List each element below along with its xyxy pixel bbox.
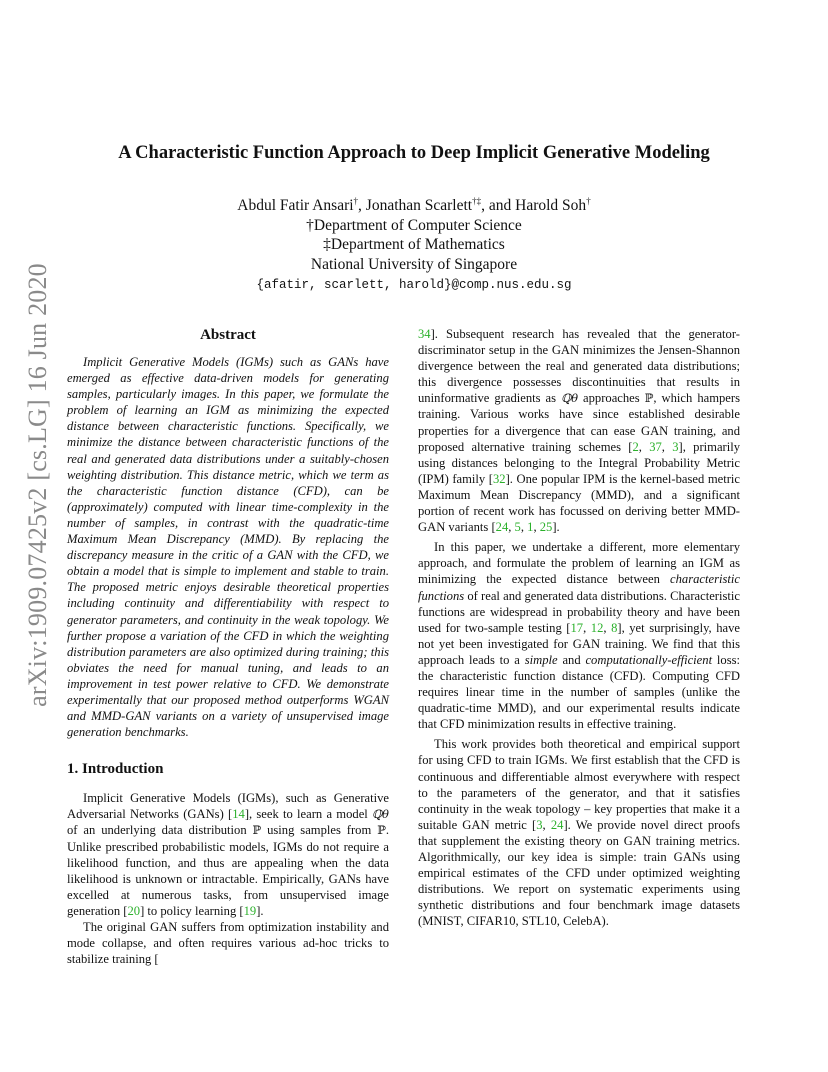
citation-link[interactable]: 8: [611, 620, 618, 635]
intro-paragraph-1: Implicit Generative Models (IGMs), such as Generative Adversarial Networks (GANs) [14], seek to learn a model ℚθ of an underlying data distribution ℙ using samples from ℙ. Unlike prescribed probabilistic models, IGMs do not require a likelihood function, and thus are appealing when the data likelihood is unknown or intractable. Empirically, GANs have excelled at numerous tasks, from unsupervised image generation [20] to policy learning [19].: [67, 791, 389, 918]
author-names: Abdul Fatir Ansari†, Jonathan Scarlett†‡, and Harold Soh†: [237, 195, 591, 214]
intro-paragraph-4: This work provides both theoretical and empirical support for using CFD to train IGMs. We first establish that the CFD is continuous and differentiable almost everywhere with respect to the parameters of the generator, and that it satisfies continuity in the weak topology – key properties that make it a suitable GAN metric [3, 24]. We provide novel direct proofs that supplement the existing theory on GAN training metrics. Algorithmically, our key idea is simple: train GANs using empirical estimates of the CFD under optimized weighting distributions. We report on systematic experiments using synthetic distributions and four benchmark image datasets (MNIST, CIFAR10, STL10, CelebA).: [418, 737, 741, 929]
citation-link[interactable]: 1: [527, 520, 534, 535]
citation-link[interactable]: 24: [495, 520, 509, 535]
citation-link[interactable]: 5: [514, 520, 521, 535]
citation-link[interactable]: 19: [243, 903, 257, 918]
abstract-text: Implicit Generative Models (IGMs) such as GANs have emerged as effective data-driven models for generating samples, particularly images. In this paper, we formulate the problem of learning an IGM as minimizing the expected distance between characteristic functions. Specifically, we minimize the distance between characteristic functions of the real and generated data distributions under a suitably-chosen weighting distribution. This distance metric, which we term as the characteristic function distance (CFD), can be (approximately) computed with linear time-complexity in the number of samples, in contrast with the quadratic-time Maximum Mean Discrepancy (MMD). By replacing the discrepancy measure in the critic of a GAN with the CFD, we obtain a model that is simple to implement and stable to train. The proposed metric enjoys desirable theoretical properties including continuity and differentiability with respect to generator parameters, and continuity in the weak topology. We further propose a variation of the CFD in which the weighting distribution parameters are also optimized during training; this obviates the need for manual tuning, and leads to an improvement in test power relative to CFD. We demonstrate experimentally that our proposed method outperforms WGAN and MMD-GAN variants on a variety of unsupervised image generation benchmarks.: [67, 355, 389, 740]
arxiv-identifier: arXiv:1909.07425v2 [cs.LG] 16 Jun 2020: [23, 263, 52, 707]
right-column: [418, 326, 740, 929]
section-heading-introduction: 1. Introduction: [67, 761, 164, 778]
intro-paragraph-2-start: The original GAN suffers from optimization instability and mode collapse, and often requires various ad-hoc tricks to stabilize training [: [67, 920, 389, 967]
abstract-heading: Abstract: [200, 327, 256, 343]
citation-link[interactable]: 3: [672, 439, 679, 454]
affiliation-university: National University of Singapore: [310, 255, 518, 273]
affiliation-math: ‡Department of Mathematics: [323, 236, 505, 253]
citation-link[interactable]: 20: [127, 903, 141, 918]
citation-link[interactable]: 25: [539, 520, 553, 535]
citation-link[interactable]: 17: [570, 620, 584, 635]
citation-link[interactable]: 24: [550, 817, 564, 832]
left-column: [67, 326, 389, 967]
paper-title: A Characteristic Function Approach to Deep Implicit Generative Modeling: [118, 143, 710, 163]
author-emails: {afatir, scarlett, harold}@comp.nus.edu.sg: [256, 278, 572, 292]
author-block: [60, 196, 768, 296]
citation-link[interactable]: 12: [590, 620, 604, 635]
citation-link[interactable]: 34: [418, 327, 431, 341]
affiliation-cs: †Department of Computer Science: [306, 216, 522, 234]
citation-link[interactable]: 3: [536, 817, 543, 832]
citation-link[interactable]: 32: [492, 471, 506, 486]
intro-paragraph-2-continued: 34]. Subsequent research has revealed that the generator-discriminator setup in the GAN minimizes the Jensen-Shannon divergence between the real and generated data distributions; this divergence possesses discontinuities that results in uninformative gradients as ℚθ approaches ℙ, which hampers training. Various works have since established desirable properties for a divergence that can ease GAN training, and proposed alternative training schemes [2, 37, 3], primarily using distances belonging to the Integral Probability Metric (IPM) family [32]. One popular IPM is the kernel-based metric Maximum Mean Discrepancy (MMD), and a significant portion of recent work has focussed on deriving better MMD-GAN variants [24, 5, 1, 25].: [418, 327, 741, 535]
citation-link[interactable]: 2: [632, 439, 639, 454]
citation-link[interactable]: 14: [232, 807, 245, 822]
citation-link[interactable]: 37: [649, 439, 662, 454]
arxiv-stamp: [22, 263, 54, 707]
intro-paragraph-3: In this paper, we undertake a different, more elementary approach, and formulate the problem of learning an IGM as minimizing the expected distance between characteristic functions of real and generated data distributions. Characteristic functions are widespread in probability theory and have been used for two-sample testing [17, 12, 8], yet surprisingly, have not yet been investigated for GAN training. We find that this approach leads to a simple and computationally-efficient loss: the characteristic function distance (CFD). Computing CFD requires linear time in the number of samples (unlike the quadratic-time MMD), and our experimental results indicate that CFD minimization results in effective training.: [418, 540, 741, 732]
